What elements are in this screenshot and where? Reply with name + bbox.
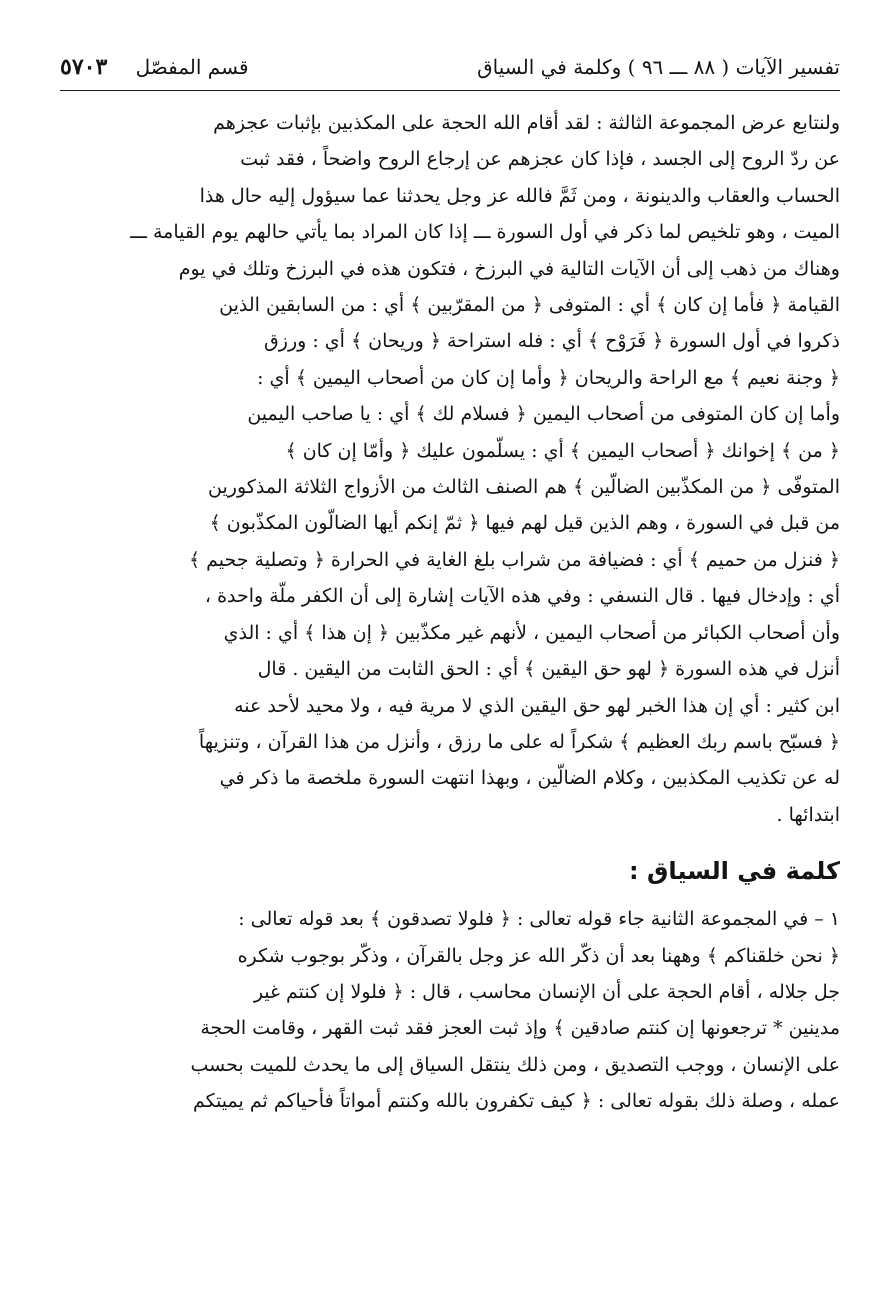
text-line: ﴿ من ﴾ إخوانك ﴿ أصحاب اليمين ﴾ أي : يسلّمون عليك ﴿ وأمّا إن كان ﴾ bbox=[285, 439, 840, 462]
text-line: ﴿ فسبّح باسم ربك العظيم ﴾ شكراً له على ما رزق ، وأنزل من هذا القرآن ، وتنزيهاً bbox=[198, 730, 840, 753]
text-line: وأما إن كان المتوفى من أصحاب اليمين ﴿ فسلام لك ﴾ أي : يا صاحب اليمين bbox=[247, 403, 840, 426]
text-line: ولنتابع عرض المجموعة الثالثة : لقد أقام الله الحجة على المكذبين بإثبات عجزهم bbox=[213, 112, 840, 134]
text-line: وهناك من ذهب إلى أن الآيات التالية في البرزخ ، فتكون هذه في البرزخ وتلك في يوم bbox=[178, 257, 840, 280]
text-line: الحساب والعقاب والدينونة ، ومن ثَمَّ فالله عز وجل يحدثنا عما سيؤول إليه حال هذا bbox=[199, 184, 840, 207]
text-line: أنزل في هذه السورة ﴿ لهو حق اليقين ﴾ أي : الحق الثابت من اليقين . قال bbox=[257, 658, 840, 681]
running-title: تفسير الآيات ( ٨٨ ـــ ٩٦ ) وكلمة في السياق bbox=[477, 55, 840, 79]
text-line: من قبل في السورة ، وهم الذين قيل لهم فيها ﴿ ثمّ إنكم أيها الضالّون المكذّبون ﴾ bbox=[209, 512, 840, 535]
text-line: ﴿ نحن خلقناكم ﴾ وههنا بعد أن ذكّر الله عز وجل بالقرآن ، وذكّر بوجوب شكره bbox=[237, 944, 840, 967]
text-line: أي : وإدخال فيها . قال النسفي : وفي هذه الآيات إشارة إلى أن الكفر ملّة واحدة ، bbox=[204, 585, 840, 608]
text-line: ﴿ فنزل من حميم ﴾ أي : فضيافة من شراب بلغ الغاية في الحرارة ﴿ وتصلية جحيم ﴾ bbox=[188, 548, 840, 571]
text-line: القيامة ﴿ فأما إن كان ﴾ أي : المتوفى ﴿ من المقرّبين ﴾ أي : من السابقين الذين bbox=[219, 294, 840, 317]
running-header bbox=[60, 48, 840, 86]
text-line: عمله ، وصلة ذلك بقوله تعالى : ﴿ كيف تكفرون بالله وكنتم أمواتاً فأحياكم ثم يميتكم bbox=[192, 1090, 840, 1113]
text-line: جل جلاله ، أقام الحجة على أن الإنسان محاسب ، قال : ﴿ فلولا إن كنتم غير bbox=[253, 980, 840, 1003]
text-line: عن ردّ الروح إلى الجسد ، فإذا كان عجزهم عن إرجاع الروح واضحاً ، فقد ثبت bbox=[240, 148, 840, 171]
context-paragraph bbox=[60, 901, 840, 1119]
page-number: ٥٧٠٣ bbox=[60, 54, 108, 80]
section-heading: كلمة في السياق : bbox=[629, 857, 840, 886]
text-line: ﴿ وجنة نعيم ﴾ مع الراحة والريحان ﴿ وأما إن كان من أصحاب اليمين ﴾ أي : bbox=[257, 366, 840, 389]
text-line: على الإنسان ، ووجب التصديق ، ومن ذلك ينتقل السياق إلى ما يحدث للميت بحسب bbox=[190, 1053, 840, 1076]
commentary-paragraph bbox=[60, 105, 840, 833]
text-line: المتوفّى ﴿ من المكذّبين الضالّين ﴾ هم الصنف الثالث من الأزواج الثلاثة المذكورين bbox=[208, 476, 840, 499]
text-line: ذكروا في أول السورة ﴿ فَرَوْح ﴾ أي : فله استراحة ﴿ وريحان ﴾ أي : ورزق bbox=[264, 330, 840, 353]
text-line: ابن كثير : أي إن هذا الخبر لهو حق اليقين الذي لا مرية فيه ، ولا محيد لأحد عنه bbox=[234, 694, 840, 717]
section-label: قسم المفصّل bbox=[135, 55, 249, 79]
text-line: مدينين * ترجعونها إن كنتم صادقين ﴾ وإذ ثبت العجز فقد ثبت القهر ، وقامت الحجة bbox=[200, 1017, 840, 1040]
text-line: له عن تكذيب المكذبين ، وكلام الضالّين ، وبهذا انتهت السورة ملخصة ما ذكر في bbox=[219, 767, 840, 790]
header-rule bbox=[60, 90, 840, 91]
text-line: ١ – في المجموعة الثانية جاء قوله تعالى : ﴿ فلولا تصدقون ﴾ بعد قوله تعالى : bbox=[238, 908, 840, 931]
text-line: ابتدائها . bbox=[776, 803, 840, 826]
header-left-block bbox=[60, 48, 249, 86]
text-line: وأن أصحاب الكبائر من أصحاب اليمين ، لأنهم غير مكذّبين ﴿ إن هذا ﴾ أي : الذي bbox=[223, 621, 840, 644]
text-line: الميت ، وهو تلخيص لما ذكر في أول السورة ـــ إذا كان المراد بما يأتي حالهم يوم القيامة ـــ bbox=[130, 221, 840, 244]
book-page bbox=[60, 48, 840, 1248]
